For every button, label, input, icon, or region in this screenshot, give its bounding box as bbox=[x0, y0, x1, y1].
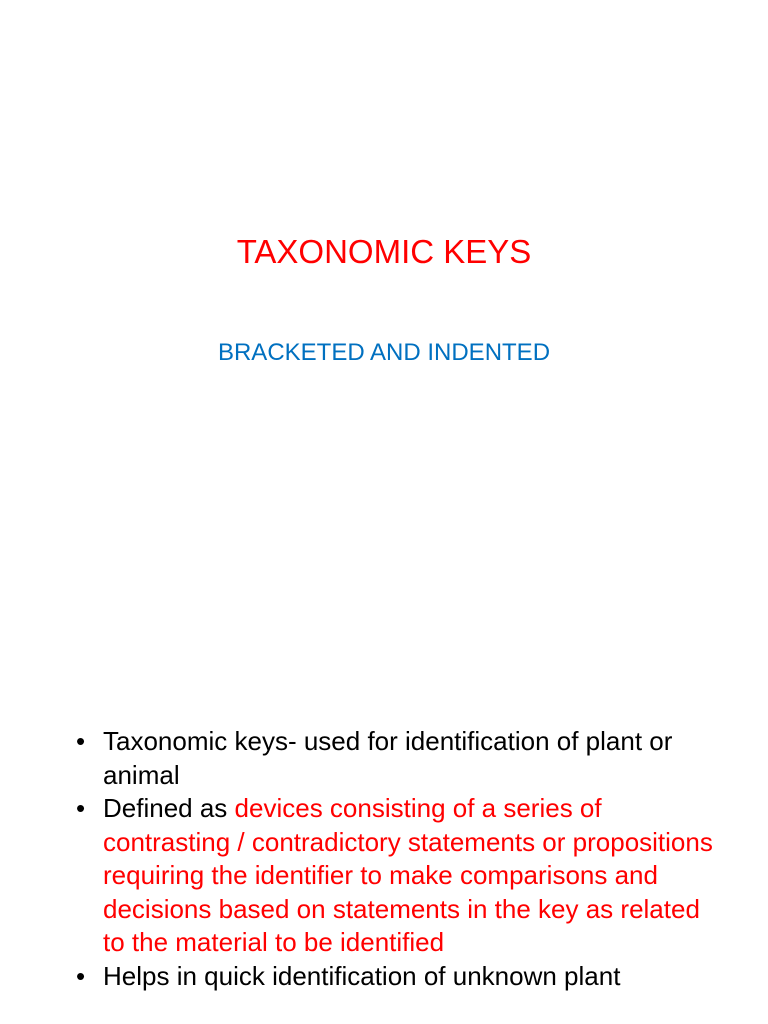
bullet-icon: • bbox=[76, 960, 86, 991]
slide-title: TAXONOMIC KEYS bbox=[236, 233, 532, 270]
bullet-list bbox=[76, 725, 716, 993]
bullet-item bbox=[76, 792, 716, 960]
bullet-item bbox=[76, 725, 716, 792]
bullet-text-prefix: Defined as bbox=[103, 793, 235, 823]
bullet-icon: • bbox=[76, 726, 86, 756]
bullet-text: Taxonomic keys- used for identification of plant or animal bbox=[103, 726, 673, 790]
slide-subtitle: BRACKETED AND INDENTED bbox=[217, 339, 551, 366]
bullet-text: Helps in quick identification of unknown plant bbox=[103, 960, 621, 991]
bullet-text-highlight: devices consisting of a series of contrasting / contradictory statements or propositions requiring the identifier to make comparisons and decisions based on statements in the key as related to the material to be identified bbox=[103, 793, 713, 957]
bullet-icon: • bbox=[76, 793, 86, 823]
bullet-item bbox=[76, 960, 716, 994]
